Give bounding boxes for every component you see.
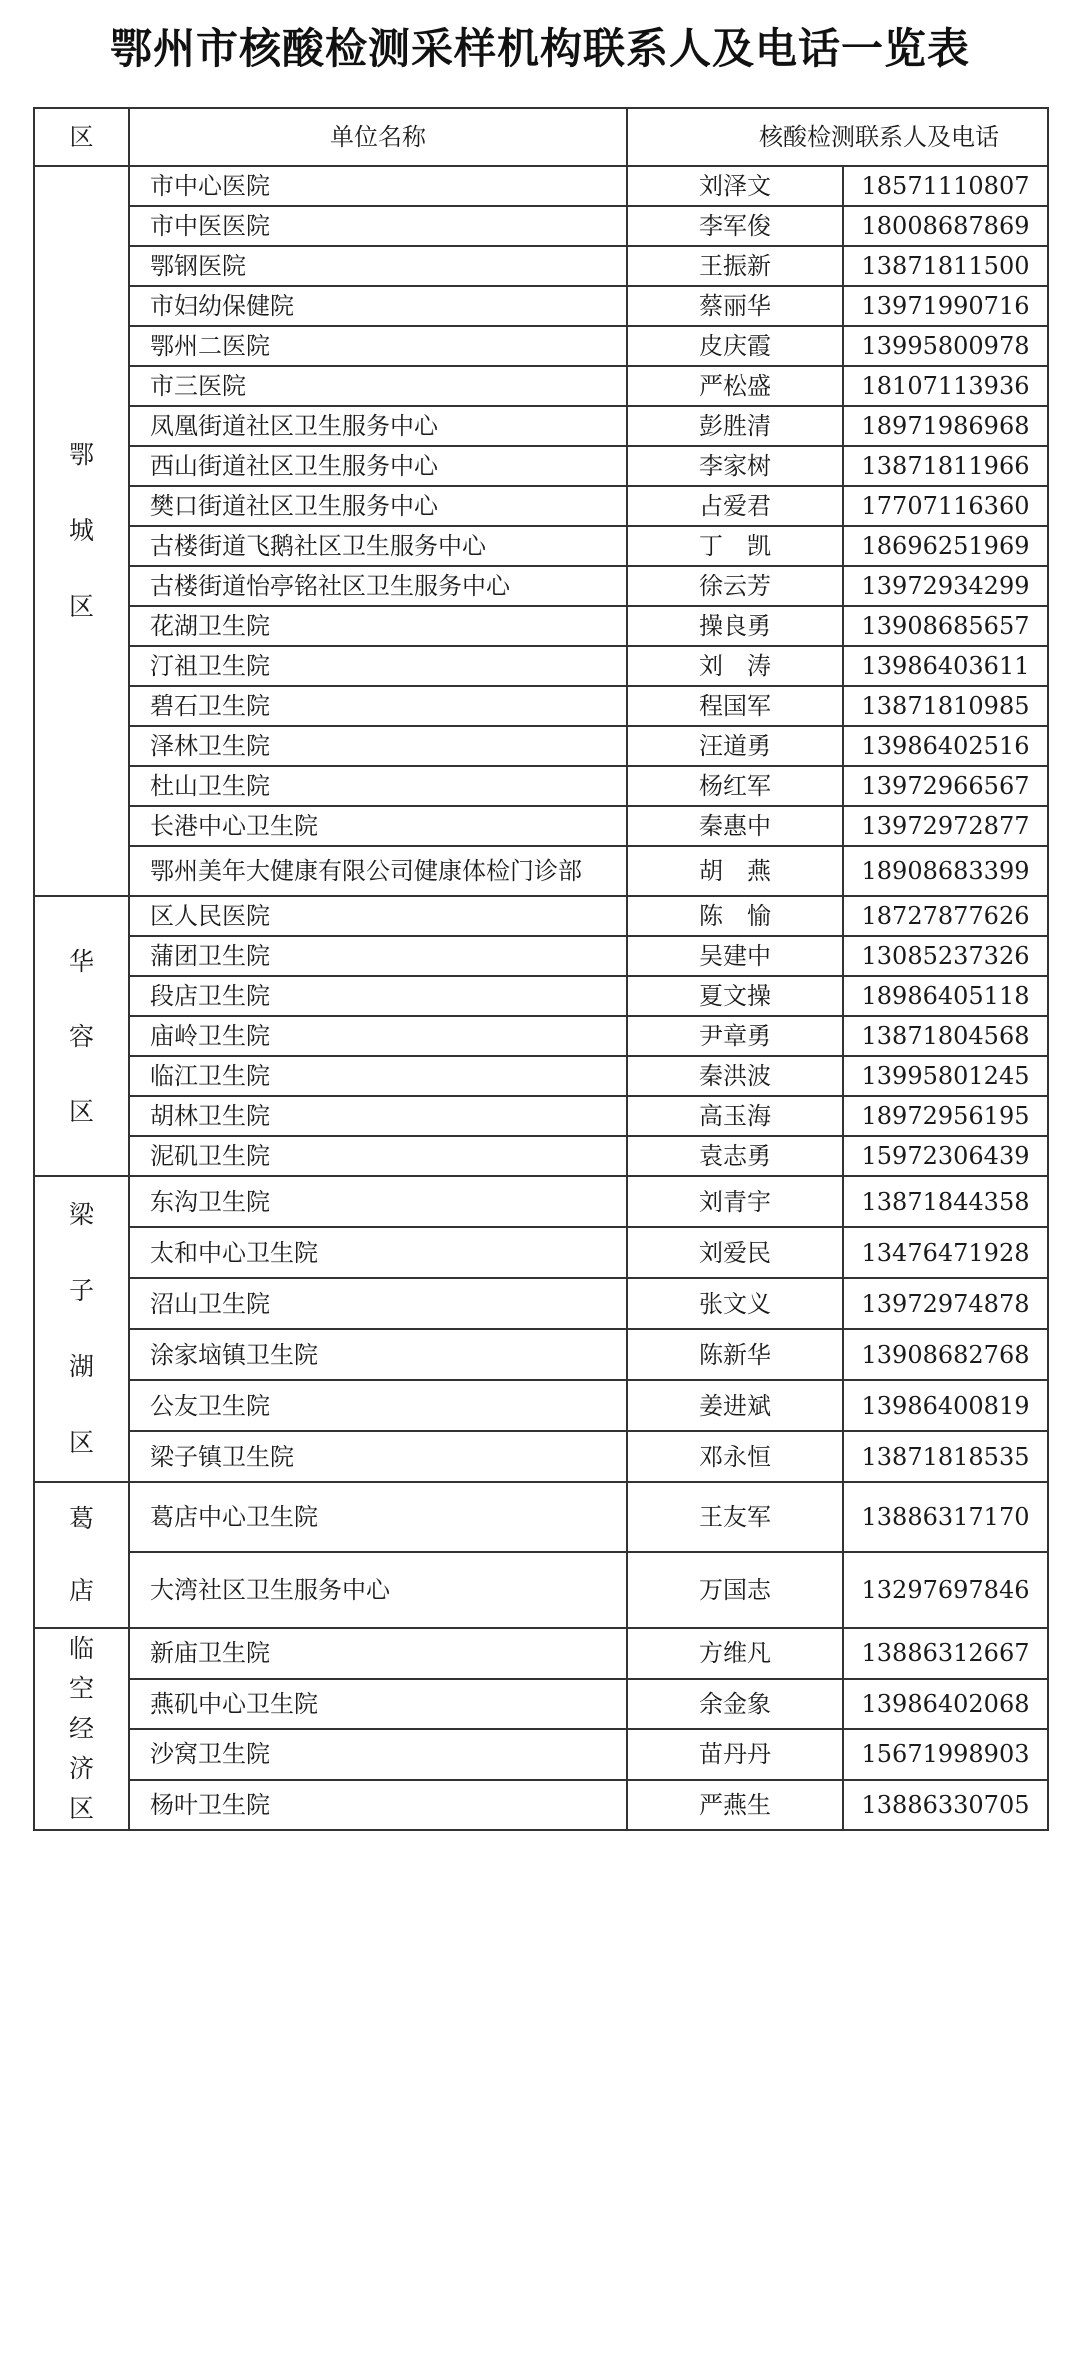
- table-row: [34, 1552, 1048, 1628]
- phone-number-cell: 13986403611: [843, 646, 1048, 686]
- phone-number-cell: 13886317170: [843, 1482, 1048, 1552]
- table-row: [34, 1431, 1048, 1482]
- contact-person-cell: 苗丹丹: [627, 1729, 843, 1780]
- contact-person-cell: 秦洪波: [627, 1056, 843, 1096]
- district-label: 临 空 经 济 区: [68, 1634, 94, 1823]
- phone-number-cell: 13297697846: [843, 1552, 1048, 1628]
- table-body: [34, 166, 1048, 1830]
- contact-person-cell: 严燕生: [627, 1780, 843, 1831]
- phone-number-cell: 13886330705: [843, 1780, 1048, 1831]
- header-district: 区: [34, 108, 129, 166]
- contact-person-cell: 王友军: [627, 1482, 843, 1552]
- contact-person-cell: 余金象: [627, 1679, 843, 1730]
- contact-person-cell: 皮庆霞: [627, 326, 843, 366]
- phone-number-cell: 13871810985: [843, 686, 1048, 726]
- phone-number-cell: 13871811500: [843, 246, 1048, 286]
- table-row: [34, 806, 1048, 846]
- table-row: [34, 1679, 1048, 1730]
- contact-person-cell: 占爱君: [627, 486, 843, 526]
- district-label: 华 容 区: [68, 946, 94, 1126]
- phone-number-cell: 13085237326: [843, 936, 1048, 976]
- unit-name-cell: 梁子镇卫生院: [129, 1431, 627, 1482]
- phone-number-cell: 13972966567: [843, 766, 1048, 806]
- table-header-row: [34, 108, 1048, 166]
- contact-person-cell: 高玉海: [627, 1096, 843, 1136]
- contact-person-cell: 严松盛: [627, 366, 843, 406]
- unit-name-cell: 汀祖卫生院: [129, 646, 627, 686]
- phone-number-cell: 18986405118: [843, 976, 1048, 1016]
- table-row: [34, 206, 1048, 246]
- contact-person-cell: 刘 涛: [627, 646, 843, 686]
- page-title: 鄂州市核酸检测采样机构联系人及电话一览表: [109, 24, 970, 73]
- table-row: [34, 726, 1048, 766]
- phone-number-cell: 13886312667: [843, 1628, 1048, 1679]
- table-row: [34, 326, 1048, 366]
- table-row: [34, 446, 1048, 486]
- table-row: [34, 1482, 1048, 1552]
- contact-person-cell: 夏文操: [627, 976, 843, 1016]
- contact-person-cell: 徐云芳: [627, 566, 843, 606]
- phone-number-cell: 13476471928: [843, 1227, 1048, 1278]
- unit-name-cell: 杜山卫生院: [129, 766, 627, 806]
- phone-number-cell: 15671998903: [843, 1729, 1048, 1780]
- phone-number-cell: 13972934299: [843, 566, 1048, 606]
- unit-name-cell: 杨叶卫生院: [129, 1780, 627, 1831]
- table-row: [34, 1278, 1048, 1329]
- unit-name-cell: 涂家垴镇卫生院: [129, 1329, 627, 1380]
- contact-person-cell: 程国军: [627, 686, 843, 726]
- unit-name-cell: 大湾社区卫生服务中心: [129, 1552, 627, 1628]
- table-row: [34, 1176, 1048, 1227]
- contact-person-cell: 刘泽文: [627, 166, 843, 206]
- table-row: [34, 566, 1048, 606]
- header-unit-name: 单位名称: [129, 108, 627, 166]
- unit-name-cell: 区人民医院: [129, 896, 627, 936]
- unit-name-cell: 胡林卫生院: [129, 1096, 627, 1136]
- phone-number-cell: 15972306439: [843, 1136, 1048, 1176]
- contact-person-cell: 杨红军: [627, 766, 843, 806]
- contact-person-cell: 万国志: [627, 1552, 843, 1628]
- phone-number-cell: 18696251969: [843, 526, 1048, 566]
- contact-person-cell: 李家树: [627, 446, 843, 486]
- table-row: [34, 1096, 1048, 1136]
- contact-person-cell: 陈 愉: [627, 896, 843, 936]
- table-row: [34, 646, 1048, 686]
- contact-person-cell: 操良勇: [627, 606, 843, 646]
- district-label: 梁 子 湖 区: [68, 1200, 94, 1457]
- district-echeng: [34, 166, 129, 896]
- phone-number-cell: 13871811966: [843, 446, 1048, 486]
- contact-person-cell: 邓永恒: [627, 1431, 843, 1482]
- unit-name-cell: 燕矶中心卫生院: [129, 1679, 627, 1730]
- unit-name-cell: 泽林卫生院: [129, 726, 627, 766]
- unit-name-cell: 段店卫生院: [129, 976, 627, 1016]
- unit-name-cell: 沙窝卫生院: [129, 1729, 627, 1780]
- contact-person-cell: 王振新: [627, 246, 843, 286]
- unit-name-cell: 泥矶卫生院: [129, 1136, 627, 1176]
- unit-name-cell: 公友卫生院: [129, 1380, 627, 1431]
- table-row: [34, 1729, 1048, 1780]
- unit-name-cell: 东沟卫生院: [129, 1176, 627, 1227]
- phone-number-cell: 13908685657: [843, 606, 1048, 646]
- unit-name-cell: 市三医院: [129, 366, 627, 406]
- contact-person-cell: 汪道勇: [627, 726, 843, 766]
- unit-name-cell: 葛店中心卫生院: [129, 1482, 627, 1552]
- phone-number-cell: 13871804568: [843, 1016, 1048, 1056]
- contact-person-cell: 李军俊: [627, 206, 843, 246]
- phone-number-cell: 13995801245: [843, 1056, 1048, 1096]
- unit-name-cell: 碧石卫生院: [129, 686, 627, 726]
- contact-person-cell: 刘爱民: [627, 1227, 843, 1278]
- phone-number-cell: 13986402068: [843, 1679, 1048, 1730]
- table-row: [34, 1016, 1048, 1056]
- unit-name-cell: 市妇幼保健院: [129, 286, 627, 326]
- phone-number-cell: 18571110807: [843, 166, 1048, 206]
- unit-name-cell: 鄂州美年大健康有限公司健康体检门诊部: [129, 846, 627, 896]
- table-row: [34, 1227, 1048, 1278]
- table-row: [34, 1628, 1048, 1679]
- table-row: [34, 366, 1048, 406]
- phone-number-cell: 13972972877: [843, 806, 1048, 846]
- unit-name-cell: 新庙卫生院: [129, 1628, 627, 1679]
- table-row: [34, 286, 1048, 326]
- table-row: [34, 606, 1048, 646]
- phone-number-cell: 13971990716: [843, 286, 1048, 326]
- phone-number-cell: 18971986968: [843, 406, 1048, 446]
- table-row: [34, 976, 1048, 1016]
- table-row: [34, 486, 1048, 526]
- table-row: [34, 686, 1048, 726]
- table-row: [34, 246, 1048, 286]
- unit-name-cell: 太和中心卫生院: [129, 1227, 627, 1278]
- district-label: 葛 店: [68, 1504, 94, 1605]
- phone-number-cell: 17707116360: [843, 486, 1048, 526]
- district-label: 鄂 城 区: [68, 440, 94, 621]
- phone-number-cell: 18008687869: [843, 206, 1048, 246]
- phone-number-cell: 13871818535: [843, 1431, 1048, 1482]
- contact-person-cell: 吴建中: [627, 936, 843, 976]
- phone-number-cell: 13908682768: [843, 1329, 1048, 1380]
- unit-name-cell: 市中心医院: [129, 166, 627, 206]
- table-row: [34, 1136, 1048, 1176]
- unit-name-cell: 古楼街道怡亭铭社区卫生服务中心: [129, 566, 627, 606]
- contact-person-cell: 胡 燕: [627, 846, 843, 896]
- unit-name-cell: 临江卫生院: [129, 1056, 627, 1096]
- phone-number-cell: 18972956195: [843, 1096, 1048, 1136]
- contact-person-cell: 陈新华: [627, 1329, 843, 1380]
- contact-person-cell: 方维凡: [627, 1628, 843, 1679]
- table-row: [34, 1780, 1048, 1831]
- unit-name-cell: 蒲团卫生院: [129, 936, 627, 976]
- unit-name-cell: 凤凰街道社区卫生服务中心: [129, 406, 627, 446]
- unit-name-cell: 鄂钢医院: [129, 246, 627, 286]
- unit-name-cell: 花湖卫生院: [129, 606, 627, 646]
- contact-table: [33, 107, 1049, 1831]
- table-row: [34, 166, 1048, 206]
- contact-person-cell: 尹章勇: [627, 1016, 843, 1056]
- phone-number-cell: 13986402516: [843, 726, 1048, 766]
- table-row: [34, 1380, 1048, 1431]
- table-row: [34, 936, 1048, 976]
- phone-number-cell: 18908683399: [843, 846, 1048, 896]
- contact-person-cell: 秦惠中: [627, 806, 843, 846]
- district-huarong: [34, 896, 129, 1176]
- unit-name-cell: 樊口街道社区卫生服务中心: [129, 486, 627, 526]
- table-row: [34, 1329, 1048, 1380]
- phone-number-cell: 13871844358: [843, 1176, 1048, 1227]
- unit-name-cell: 西山街道社区卫生服务中心: [129, 446, 627, 486]
- contact-person-cell: 丁 凯: [627, 526, 843, 566]
- phone-number-cell: 13995800978: [843, 326, 1048, 366]
- table-row: [34, 1056, 1048, 1096]
- header-contact: 核酸检测联系人及电话: [627, 108, 1048, 166]
- table-row: [34, 896, 1048, 936]
- contact-person-cell: 张文义: [627, 1278, 843, 1329]
- unit-name-cell: 鄂州二医院: [129, 326, 627, 366]
- unit-name-cell: 长港中心卫生院: [129, 806, 627, 846]
- table-row: [34, 766, 1048, 806]
- district-gedian: [34, 1482, 129, 1628]
- district-linkong: [34, 1628, 129, 1830]
- unit-name-cell: 庙岭卫生院: [129, 1016, 627, 1056]
- contact-person-cell: 蔡丽华: [627, 286, 843, 326]
- table-row: [34, 846, 1048, 896]
- district-liangzihu: [34, 1176, 129, 1482]
- phone-number-cell: 13986400819: [843, 1380, 1048, 1431]
- unit-name-cell: 古楼街道飞鹅社区卫生服务中心: [129, 526, 627, 566]
- contact-person-cell: 刘青宇: [627, 1176, 843, 1227]
- unit-name-cell: 沼山卫生院: [129, 1278, 627, 1329]
- phone-number-cell: 18727877626: [843, 896, 1048, 936]
- unit-name-cell: 市中医医院: [129, 206, 627, 246]
- phone-number-cell: 18107113936: [843, 366, 1048, 406]
- contact-person-cell: 袁志勇: [627, 1136, 843, 1176]
- contact-person-cell: 彭胜清: [627, 406, 843, 446]
- table-row: [34, 406, 1048, 446]
- phone-number-cell: 13972974878: [843, 1278, 1048, 1329]
- table-row: [34, 526, 1048, 566]
- contact-person-cell: 姜进斌: [627, 1380, 843, 1431]
